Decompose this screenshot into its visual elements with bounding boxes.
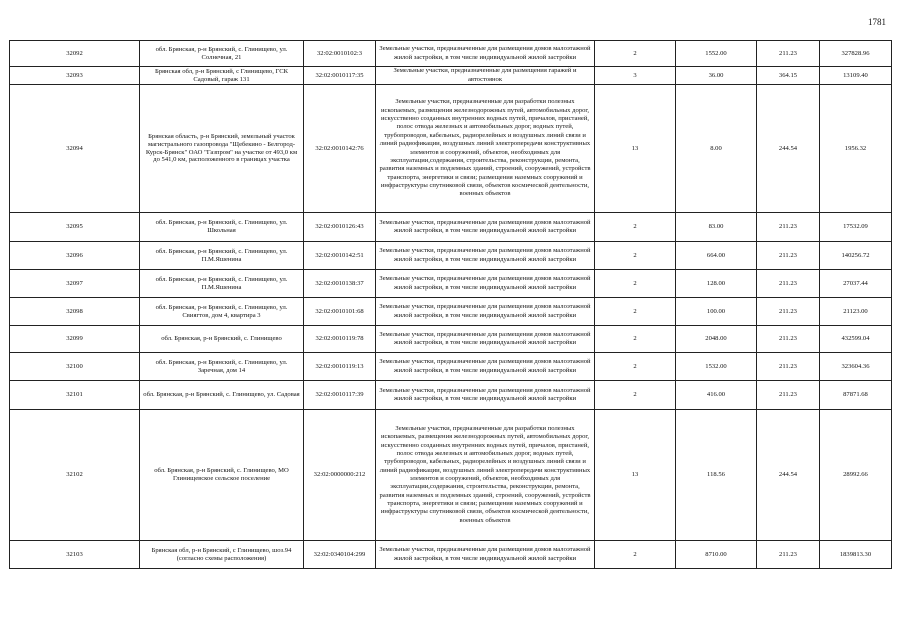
row-cadastral-number: 32:02:0010102:3 [304, 41, 376, 67]
row-purpose: Земельные участки, предназначенные для размещения домов малоэтажной жилой застройки, в том числе индивидуальной жилой застройки [376, 381, 595, 410]
row-group: 2 [595, 270, 676, 298]
row-value: 432599.04 [820, 326, 892, 353]
row-value: 28992.66 [820, 410, 892, 541]
row-cadastral-number: 32:02:0010117:39 [304, 381, 376, 410]
row-group: 3 [595, 67, 676, 85]
table-row [10, 67, 892, 85]
row-purpose: Земельные участки, предназначенные для разработки полезных ископаемых, размещения железнодорожных путей, автомобильных дорог, искусственно созданных внутренних водных путей, причалов, пристаней, полос отвода железных и автомобильных дорог, водных путей, трубопроводов, кабельных, радиорелейных и воздушных линий связи и линий радиофикации, воздушных линий электропередачи конструктивных элементов и сооружений, объектов, необходимых для эксплуатации,содержания, строительства, реконструкции, ремонта, развития наземных и подземных зданий, строений, сооружений, устройств транспорта, энергетики и связи; размещения наземных сооружений и инфраструктуры спутниковой связи, объектов космической деятельности, военных объектов [376, 410, 595, 541]
row-id: 32098 [10, 298, 140, 326]
row-area: 664.00 [676, 242, 757, 270]
row-cadastral-number: 32:02:0010119:78 [304, 326, 376, 353]
page-number: 1781 [868, 17, 886, 27]
row-id: 32103 [10, 541, 140, 569]
row-area: 83.00 [676, 213, 757, 242]
row-rate: 211.23 [757, 541, 820, 569]
row-area: 2048.00 [676, 326, 757, 353]
table-row [10, 298, 892, 326]
row-id: 32096 [10, 242, 140, 270]
row-value: 13109.40 [820, 67, 892, 85]
row-area: 118.56 [676, 410, 757, 541]
row-group: 2 [595, 298, 676, 326]
row-cadastral-number: 32:02:0010126:43 [304, 213, 376, 242]
row-value: 27037.44 [820, 270, 892, 298]
row-purpose: Земельные участки, предназначенные для размещения домов малоэтажной жилой застройки, в том числе индивидуальной жилой застройки [376, 213, 595, 242]
table-row [10, 85, 892, 213]
row-address: обл. Брянская, р-н Брянский, с. Глинищево, ул. Садовая [140, 381, 304, 410]
row-value: 140256.72 [820, 242, 892, 270]
row-cadastral-number: 32:02:0010119:13 [304, 353, 376, 381]
row-address: обл. Брянская, р-н Брянский, с. Глинищево, ул. П.М.Яшенина [140, 270, 304, 298]
row-cadastral-number: 32:02:0010138:37 [304, 270, 376, 298]
row-rate: 211.23 [757, 213, 820, 242]
table-row [10, 381, 892, 410]
row-area: 8.00 [676, 85, 757, 213]
table-row [10, 270, 892, 298]
table-row [10, 410, 892, 541]
row-rate: 211.23 [757, 41, 820, 67]
row-purpose: Земельные участки, предназначенные для размещения домов малоэтажной жилой застройки, в том числе индивидуальной жилой застройки [376, 242, 595, 270]
row-group: 2 [595, 326, 676, 353]
row-area: 128.00 [676, 270, 757, 298]
row-value: 87871.68 [820, 381, 892, 410]
row-area: 36.00 [676, 67, 757, 85]
row-purpose: Земельные участки, предназначенные для размещения домов малоэтажной жилой застройки, в том числе индивидуальной жилой застройки [376, 270, 595, 298]
row-rate: 211.23 [757, 298, 820, 326]
row-cadastral-number: 32:02:0000000:212 [304, 410, 376, 541]
row-rate: 364.15 [757, 67, 820, 85]
row-group: 13 [595, 410, 676, 541]
row-id: 32093 [10, 67, 140, 85]
row-cadastral-number: 32:02:0010101:68 [304, 298, 376, 326]
row-value: 1839813.30 [820, 541, 892, 569]
row-area: 416.00 [676, 381, 757, 410]
row-id: 32097 [10, 270, 140, 298]
row-rate: 244.54 [757, 410, 820, 541]
row-cadastral-number: 32:02:0010142:76 [304, 85, 376, 213]
row-id: 32099 [10, 326, 140, 353]
row-group: 2 [595, 381, 676, 410]
row-value: 21123.00 [820, 298, 892, 326]
table-row [10, 242, 892, 270]
row-group: 2 [595, 353, 676, 381]
row-id: 32101 [10, 381, 140, 410]
row-address: обл. Брянская, р-н Брянский, с. Глинищево, ул. П.М.Яшенина [140, 242, 304, 270]
row-value: 323604.36 [820, 353, 892, 381]
row-purpose: Земельные участки, предназначенные для размещения домов малоэтажной жилой застройки, в том числе индивидуальной жилой застройки [376, 326, 595, 353]
row-group: 2 [595, 213, 676, 242]
row-group: 13 [595, 85, 676, 213]
row-group: 2 [595, 41, 676, 67]
row-area: 1552.00 [676, 41, 757, 67]
table-row [10, 353, 892, 381]
table-row [10, 213, 892, 242]
table-row [10, 326, 892, 353]
row-value: 17532.09 [820, 213, 892, 242]
row-address: обл. Брянская, р-н Брянский, с. Глинищево [140, 326, 304, 353]
row-cadastral-number: 32:02:0010142:51 [304, 242, 376, 270]
row-value: 1956.32 [820, 85, 892, 213]
row-id: 32092 [10, 41, 140, 67]
cadastral-value-table [9, 40, 892, 569]
row-address: Брянская обл, р-н Брянский, с Глинищево, ГСК Садовый, гараж 131 [140, 67, 304, 85]
row-rate: 211.23 [757, 270, 820, 298]
row-cadastral-number: 32:02:0340104:299 [304, 541, 376, 569]
row-group: 2 [595, 242, 676, 270]
row-purpose: Земельные участки, предназначенные для размещения домов малоэтажной жилой застройки, в том числе индивидуальной жилой застройки [376, 298, 595, 326]
row-rate: 211.23 [757, 353, 820, 381]
row-address: обл. Брянская, р-н Брянский, с. Глинищево, ул. Школьная [140, 213, 304, 242]
row-address: обл. Брянская, р-н Брянский, с. Глинищево, ул. Заречная, дом 14 [140, 353, 304, 381]
row-purpose: Земельные участки, предназначенные для размещения домов малоэтажной жилой застройки, в том числе индивидуальной жилой застройки [376, 541, 595, 569]
table-body [10, 41, 892, 569]
row-id: 32102 [10, 410, 140, 541]
row-rate: 244.54 [757, 85, 820, 213]
table-row [10, 541, 892, 569]
row-purpose: Земельные участки, предназначенные для размещения домов малоэтажной жилой застройки, в том числе индивидуальной жилой застройки [376, 41, 595, 67]
row-cadastral-number: 32:02:0010117:35 [304, 67, 376, 85]
row-id: 32094 [10, 85, 140, 213]
row-area: 1532.00 [676, 353, 757, 381]
row-id: 32100 [10, 353, 140, 381]
table-row [10, 41, 892, 67]
row-address: обл. Брянская, р-н Брянский, с. Глинищево, ул. Солнечная, 21 [140, 41, 304, 67]
row-address: обл. Брянская, р-н Брянский, с. Глинищево, МО Глинищевское сельское поселение [140, 410, 304, 541]
row-address: Брянская область, р-н Брянский, земельный участок магистрального газопровода "Щебекино - Белгород-Курск-Брянск" ОАО "Газпром" на участке от 493,0 км до 541,0 км, расположенного в границах участка [140, 85, 304, 213]
row-value: 327828.96 [820, 41, 892, 67]
row-address: Брянская обл, р-н Брянский, с Глинищево, шоз.94 (согласно схемы расположения) [140, 541, 304, 569]
row-address: обл. Брянская, р-н Брянский, с. Глинищево, ул. Свиягтов, дом 4, квартира 3 [140, 298, 304, 326]
row-area: 100.00 [676, 298, 757, 326]
row-rate: 211.23 [757, 326, 820, 353]
row-area: 8710.00 [676, 541, 757, 569]
row-group: 2 [595, 541, 676, 569]
row-rate: 211.23 [757, 381, 820, 410]
row-id: 32095 [10, 213, 140, 242]
row-purpose: Земельные участки, предназначенные для размещения домов малоэтажной жилой застройки, в том числе индивидуальной жилой застройки [376, 353, 595, 381]
row-purpose: Земельные участки, предназначенные для размещения гаражей и автостоянок [376, 67, 595, 85]
row-rate: 211.23 [757, 242, 820, 270]
row-purpose: Земельные участки, предназначенные для разработки полезных ископаемых, размещения железнодорожных путей, автомобильных дорог, искусственно созданных внутренних водных путей, причалов, пристаней, полос отвода железных и автомобильных дорог, водных путей, трубопроводов, кабельных, радиорелейных и воздушных линий связи и линий радиофикации, воздушных линий электропередачи конструктивных элементов и сооружений, объектов, необходимых для эксплуатации,содержания, строительства, реконструкции, ремонта, развития наземных и подземных зданий, строений, сооружений, устройств транспорта, энергетики и связи; размещения наземных сооружений и инфраструктуры спутниковой связи, объектов космической деятельности, военных объектов [376, 85, 595, 213]
